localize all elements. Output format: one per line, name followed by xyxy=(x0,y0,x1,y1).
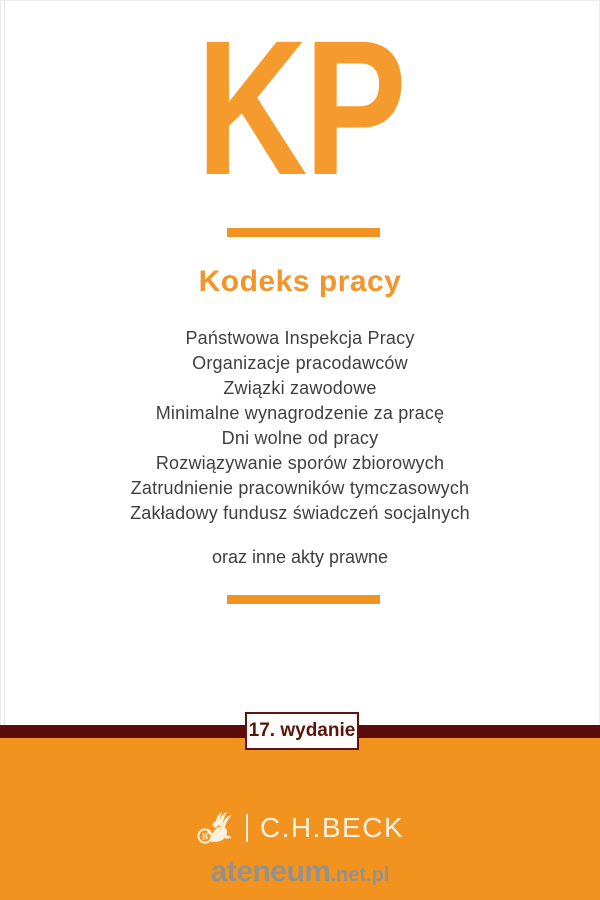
contents-list xyxy=(0,326,600,526)
contents-note: oraz inne akty prawne xyxy=(211,547,389,567)
contents-line: Dni wolne od pracy xyxy=(221,428,379,448)
contents-line: Minimalne wynagrodzenie za pracę xyxy=(155,403,445,423)
contents-line: Organizacje pracodawców xyxy=(192,353,408,373)
contents-line: Rozwiązywanie sporów zbiorowych xyxy=(155,453,445,473)
book-code: KP xyxy=(196,0,404,215)
publisher-name: C.H.BECK xyxy=(259,812,405,843)
watermark-brand: ateneum xyxy=(210,855,331,888)
publisher-logo xyxy=(0,808,600,848)
contents-line: Zatrudnienie pracowników tymczasowych xyxy=(130,478,470,498)
divider-bottom xyxy=(227,595,380,604)
book-title: Kodeks pracy xyxy=(198,265,402,298)
contents-line: Związki zawodowe xyxy=(223,378,377,398)
watermark-domain: .net.pl xyxy=(330,864,390,886)
logo-separator xyxy=(246,814,248,842)
watermark xyxy=(0,855,600,889)
contents-line: Zakładowy fundusz świadczeń socjalnych xyxy=(130,503,470,523)
beck-griffin-icon xyxy=(196,810,234,846)
griffin-wheel-letter: B xyxy=(201,831,208,842)
edition-badge: 17. wydanie xyxy=(245,712,359,750)
divider-top xyxy=(227,228,380,237)
contents-line: Państwowa Inspekcja Pracy xyxy=(185,328,415,348)
